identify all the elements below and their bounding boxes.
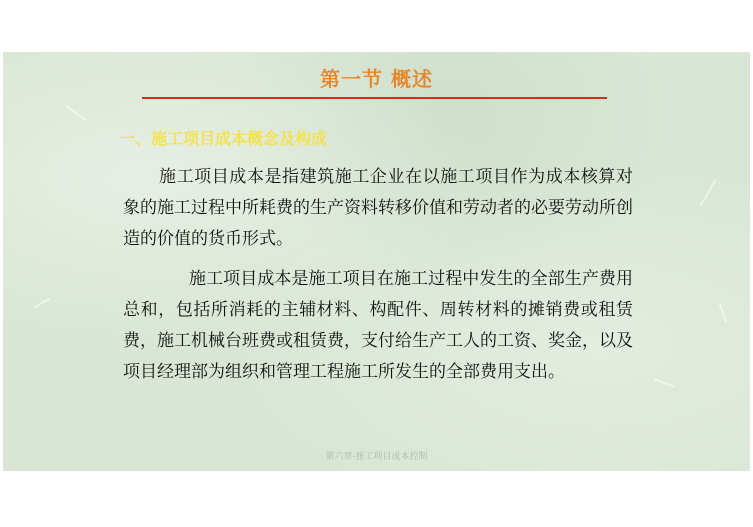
body-paragraph-1: 施工项目成本是指建筑施工企业在以施工项目作为成本核算对象的施工过程中所耗费的生产资料转移价值和劳动者的必要劳动所创造的价值的货币形式。 bbox=[123, 167, 633, 249]
section-heading: 一、施工项目成本概念及构成 bbox=[119, 129, 328, 148]
slide-footer: 第六章-施工项目成本控制 bbox=[325, 452, 428, 462]
slide-title: 第一节 概述 bbox=[320, 67, 433, 91]
slide bbox=[3, 52, 750, 471]
paper-texture-fiber bbox=[700, 180, 717, 207]
paper-texture-fiber bbox=[719, 303, 728, 322]
paper-texture-fiber bbox=[653, 378, 674, 387]
body-paragraph-2: 施工项目成本是施工项目在施工过程中发生的全部生产费用总和，包括所消耗的主辅材料、构配件、周转材料的摊销费或租赁费，施工机械台班费或租赁费，支付给生产工人的工资、奖金，以及项目经理部为组织和管理工程施工所发生的全部费用支出。 bbox=[123, 269, 633, 382]
paper-texture-fiber bbox=[65, 105, 87, 122]
title-underline bbox=[142, 97, 607, 99]
paper-texture-fiber bbox=[34, 298, 51, 309]
